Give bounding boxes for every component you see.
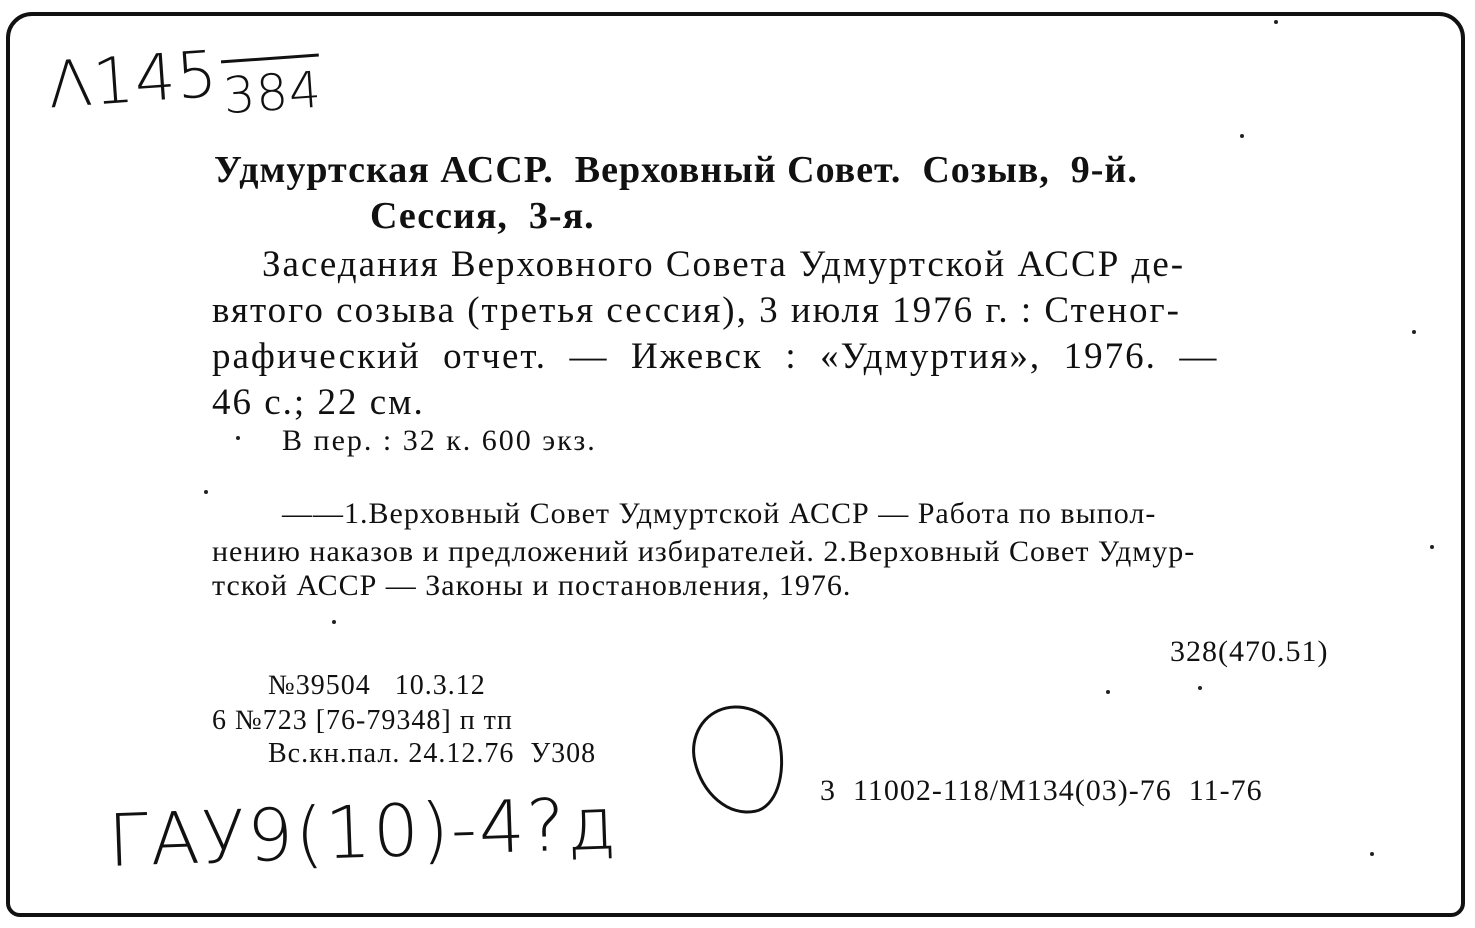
handwritten-bottom-code: ГАУ9(10)-4?д <box>106 781 619 883</box>
subjects-line-2: нению наказов и предложений избирателей. 2.Верховный Совет Удмур- <box>212 535 1196 568</box>
speck <box>1198 686 1202 690</box>
classification-code: 328(470.51) <box>1170 635 1329 668</box>
speck <box>1274 20 1278 24</box>
speck <box>1370 852 1374 856</box>
description-line-2: вятого созыва (третья сессия), 3 июля 1976 г. : Стеног- <box>212 290 1181 331</box>
subjects-line-1: ——1.Верховный Совет Удмуртской АССР — Работа по выпол- <box>282 497 1157 530</box>
speck <box>1412 330 1416 334</box>
speck <box>1240 134 1244 138</box>
description-line-4: 46 с.; 22 см. <box>212 382 425 423</box>
speck <box>204 490 208 494</box>
speck <box>236 436 240 440</box>
heading-line-2: Сессия, 3-я. <box>370 195 595 237</box>
record-line-2: 6 №723 [76-79348] п тп <box>212 705 513 736</box>
shelf-mark-main: Λ145 <box>45 37 221 124</box>
heading-line-1: Удмуртская АССР. Верховный Совет. Созыв, 9-й. <box>214 149 1138 191</box>
record-line-3: Вс.кн.пал. 24.12.76 У308 <box>268 738 597 769</box>
price-line: В пер. : 32 к. 600 экз. <box>282 424 597 457</box>
record-line-1: №39504 10.3.12 <box>268 670 486 701</box>
speck <box>1106 690 1110 694</box>
speck <box>1430 545 1434 549</box>
description-line-3: рафический отчет. — Ижевск : «Удмуртия», 1976. — <box>212 336 1219 377</box>
speck <box>332 620 336 624</box>
code-line: 3 11002-118/М134(03)-76 11-76 <box>820 774 1263 807</box>
subjects-line-3: тской АССР — Законы и постановления, 1976. <box>212 569 852 602</box>
description-line-1: Заседания Верховного Совета Удмуртской АССР де- <box>262 244 1186 285</box>
shelf-mark-fraction: 384 <box>221 54 324 126</box>
